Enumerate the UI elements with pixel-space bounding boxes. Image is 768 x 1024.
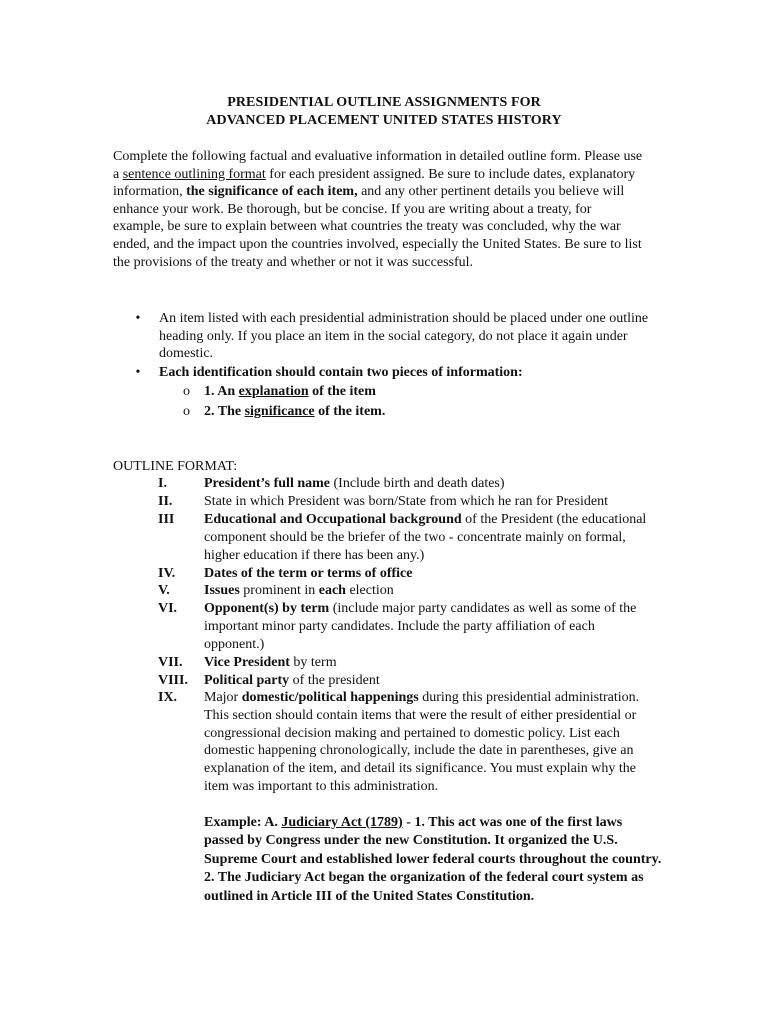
- intro-text-3: and any other pertinent details you believe will enhance your work. Be thorough, but be concise. If you are writing about a treaty, for example, be sure to explain between what countries the treaty was concluded, why the war ended, and the impact upon the countries involved, especially the United States. Be sure to list the provisions of the treaty and whether or not it was successful.: [113, 184, 642, 270]
- outline-item-bold: Dates of the term or terms of office: [204, 566, 413, 581]
- outline-numeral: VIII.: [158, 673, 188, 688]
- sub-bullet-2-underlined: significance: [244, 404, 315, 419]
- outline-numeral: III: [158, 512, 175, 527]
- outline-item-text: by term: [289, 655, 337, 670]
- outline-numeral: VII.: [158, 655, 183, 670]
- outline-item-text-2: election: [345, 583, 394, 598]
- document-title-line-1: PRESIDENTIAL OUTLINE ASSIGNMENTS FOR: [227, 95, 541, 110]
- outline-item-pre: Major: [204, 690, 242, 705]
- outline-item-bold-2: each: [318, 583, 346, 598]
- hollow-bullet-icon: o: [183, 384, 190, 399]
- sub-bullet-2-text-b: of the item.: [314, 404, 386, 419]
- outline-item-text: of the President (the educational component should be the briefer of the two - concentrate mainly on formal, higher education if there has been any.): [204, 512, 647, 563]
- outline-numeral: II.: [158, 494, 173, 509]
- outline-item-bold: Political party: [204, 673, 290, 688]
- bullet-dot-icon: •: [135, 365, 141, 380]
- judiciary-act-example: [204, 814, 664, 906]
- intro-paragraph: [113, 148, 643, 271]
- outline-item-text: of the president: [289, 673, 380, 688]
- sub-bullet-1-text-b: of the item: [308, 384, 376, 399]
- sub-bullet-1-underlined: explanation: [238, 384, 309, 399]
- bullet-text-1: An item listed with each presidential administration should be placed under one outline heading only. If you place an item in the social category, do not place it again under domestic.: [159, 311, 649, 362]
- sub-bullet-2-text-a: 2. The: [204, 404, 245, 419]
- example-label: Example: A.: [204, 815, 282, 830]
- sentence-outlining-format-link[interactable]: sentence outlining format: [122, 166, 266, 182]
- outline-item-bold: Vice President: [204, 655, 290, 670]
- bullet-dot-icon: •: [135, 311, 141, 326]
- outline-item-text: (include major party candidates as well as some of the important minor party candidates. Include the party affiliation of each opponent.): [204, 601, 637, 652]
- document-title-line-2: ADVANCED PLACEMENT UNITED STATES HISTORY: [206, 113, 562, 128]
- outline-format-heading: OUTLINE FORMAT:: [113, 459, 238, 474]
- outline-numeral: IX.: [158, 690, 178, 705]
- outline-numeral: IV.: [158, 566, 176, 581]
- outline-numeral: V.: [158, 583, 170, 598]
- outline-numeral: I.: [158, 476, 167, 491]
- outline-item-text: prominent in: [239, 583, 319, 598]
- outline-numeral: VI.: [158, 601, 178, 616]
- bullet-text-2: Each identification should contain two pieces of information:: [159, 365, 523, 380]
- hollow-bullet-icon: o: [183, 404, 190, 419]
- outline-item-bold: domestic/political happenings: [241, 690, 419, 705]
- intro-text-1: Complete the following factual and evaluative information in detailed outline form. Please use a: [113, 149, 643, 182]
- outline-item-text: (Include birth and death dates): [330, 476, 505, 491]
- outline-item-bold: Opponent(s) by term: [204, 601, 330, 616]
- intro-text-2: for each president assigned. Be sure to include dates, explanatory information,: [113, 166, 636, 200]
- example-act-name: Judiciary Act (1789): [281, 815, 403, 830]
- outline-item-bold: Educational and Occupational background: [204, 512, 462, 527]
- outline-item-bold: Issues: [204, 583, 240, 598]
- intro-bold-significance: the significance of each item,: [186, 184, 358, 200]
- sub-bullet-1-text-a: 1. An: [204, 384, 239, 399]
- outline-item-bold: President’s full name: [204, 476, 330, 491]
- outline-item-text: State in which President was born/State from which he ran for President: [204, 494, 608, 509]
- example-text: - 1. This act was one of the first laws passed by Congress under the new Constitution. It organized the U.S. Supreme Court and established lower federal courts throughout the country. 2. The Judiciary Act began the organization of the federal court system as outlined in Article III of the United States Constitution.: [204, 815, 662, 904]
- outline-item-text: during this presidential administration. This section should contain items that were the result of either presidential or congressional decision making and pertained to domestic policy. List each domestic happening chronologically, include the date in parentheses, give an explanation of the item, and detail its significance. You must explain why the item was important to this administration.: [204, 690, 640, 794]
